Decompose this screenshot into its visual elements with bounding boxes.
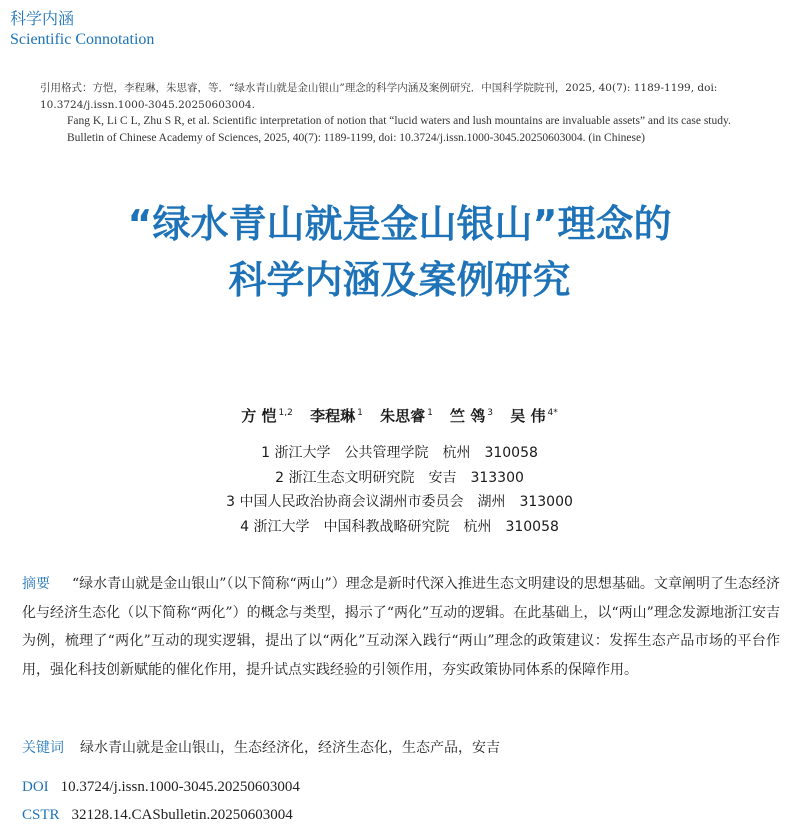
cstr-line xyxy=(22,807,293,824)
title-line-1: “绿水青山就是金山银山”理念的 xyxy=(127,202,672,246)
doi-line xyxy=(22,779,300,796)
affiliation: 2 浙江生态文明研究院 安吉 313300 xyxy=(275,469,524,486)
title-line-2: 科学内涵及案例研究 xyxy=(228,258,571,302)
abstract-text: “绿水青山就是金山银山”（以下简称“两山”）理念是新时代深入推进生态文明建设的思想基础。文章阐明了生态经济化与经济生态化（以下简称“两化”）的概念与类型，揭示了“两化”互动的逻辑。在此基础上，以“两山”理念发源地浙江安吉为例，梳理了“两化”互动的现实逻辑，提出了以“两化”互动深入践行“两山”理念的政策建议：发挥生态产品市场的平台作用，强化科技创新赋能的催化作用，提升试点实践经验的引领作用，夯实政策协同体系的保障作用。 xyxy=(22,576,780,678)
article-title xyxy=(0,196,799,308)
author xyxy=(380,407,433,425)
author-affiliation-mark: 4* xyxy=(547,408,558,418)
author xyxy=(241,407,293,425)
citation-block xyxy=(40,80,770,146)
affiliation: 3 中国人民政治协商会议湖州市委员会 湖州 313000 xyxy=(226,494,573,510)
keywords xyxy=(22,737,500,757)
author-affiliation-mark: 1 xyxy=(427,408,433,418)
author xyxy=(450,407,493,425)
citation-zh: 引用格式：方恺，李程琳，朱思睿，等．“绿水青山就是金山银山”理念的科学内涵及案例研究．中国科学院院刊，2025, 40(7): 1189-1199, doi: 10.3724/j.issn.1000-3045.20250603004. xyxy=(40,82,718,111)
abstract xyxy=(22,570,780,684)
author-affiliation-mark: 1,2 xyxy=(278,408,293,418)
abstract-label: 摘要 xyxy=(22,576,51,592)
doi-value[interactable]: 10.3724/j.issn.1000-3045.20250603004 xyxy=(60,779,300,795)
author-name: 朱思睿 xyxy=(380,407,426,425)
author-name: 李程琳 xyxy=(310,407,356,425)
keywords-label: 关键词 xyxy=(22,740,64,756)
doi-label: DOI xyxy=(22,779,49,795)
cstr-value: 32128.14.CASbulletin.20250603004 xyxy=(71,807,293,823)
keywords-text: 绿水青山就是金山银山，生态经济化，经济生态化，生态产品，安吉 xyxy=(80,740,500,756)
column-name-zh: 科学内涵 xyxy=(10,9,75,28)
author xyxy=(510,407,557,425)
author-name: 竺 鸰 xyxy=(450,407,486,425)
affiliation: 4 浙江大学 中国科教战略研究院 杭州 310058 xyxy=(240,518,559,535)
author-affiliation-mark: 3 xyxy=(487,408,494,418)
author-name: 吴 伟 xyxy=(510,407,546,425)
cstr-label: CSTR xyxy=(22,807,60,823)
column-name-en: Scientific Connotation xyxy=(10,31,155,48)
affiliation-list xyxy=(0,441,799,539)
author-name: 方 恺 xyxy=(241,407,277,425)
author xyxy=(310,407,363,425)
author-list xyxy=(0,405,799,426)
affiliation: 1 浙江大学 公共管理学院 杭州 310058 xyxy=(261,445,538,461)
citation-en: Fang K, Li C L, Zhu S R, et al. Scientific interpretation of notion that “lucid waters and lush mountains are invaluable assets” and its case study. Bulletin of Chinese Academy of Sciences, 2025, 40(7): 1189-1199, doi: 10.3724/j.issn.1000-3045.20250603004. (in Chinese) xyxy=(67,115,731,144)
author-affiliation-mark: 1 xyxy=(357,408,363,418)
